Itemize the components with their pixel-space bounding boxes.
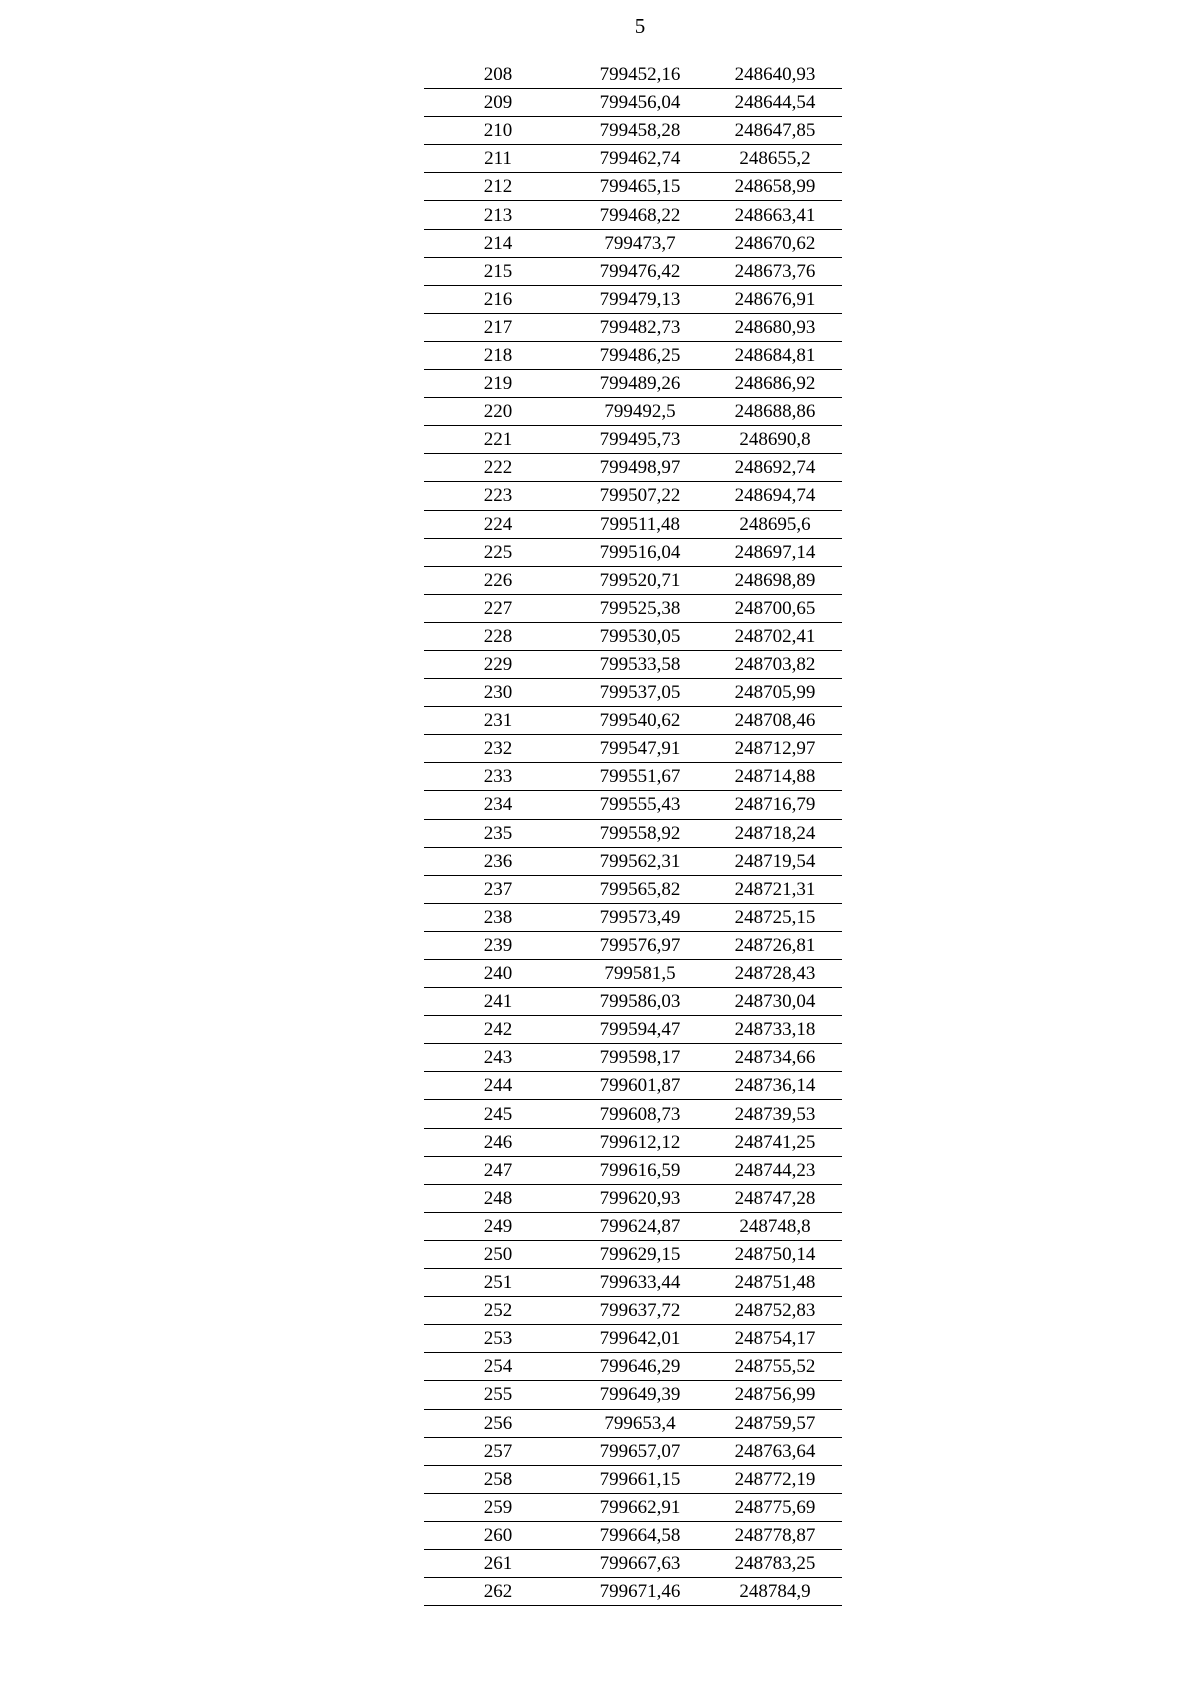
y-coordinate-cell: 248686,92 [708, 370, 842, 398]
point-number-cell: 254 [424, 1353, 572, 1381]
x-coordinate-cell: 799616,59 [572, 1156, 708, 1184]
x-coordinate-cell: 799516,04 [572, 538, 708, 566]
x-coordinate-cell: 799473,7 [572, 229, 708, 257]
table-row [424, 257, 842, 285]
y-coordinate-cell: 248778,87 [708, 1521, 842, 1549]
x-coordinate-cell: 799458,28 [572, 117, 708, 145]
table-row [424, 1409, 842, 1437]
table-row [424, 679, 842, 707]
y-coordinate-cell: 248694,74 [708, 482, 842, 510]
table-row [424, 875, 842, 903]
table-row [424, 426, 842, 454]
point-number-cell: 219 [424, 370, 572, 398]
x-coordinate-cell: 799637,72 [572, 1297, 708, 1325]
x-coordinate-cell: 799495,73 [572, 426, 708, 454]
point-number-cell: 224 [424, 510, 572, 538]
x-coordinate-cell: 799555,43 [572, 791, 708, 819]
table-row [424, 1072, 842, 1100]
table-row [424, 398, 842, 426]
y-coordinate-cell: 248725,15 [708, 903, 842, 931]
coordinates-table-body [424, 61, 842, 1606]
y-coordinate-cell: 248755,52 [708, 1353, 842, 1381]
y-coordinate-cell: 248739,53 [708, 1100, 842, 1128]
x-coordinate-cell: 799657,07 [572, 1437, 708, 1465]
x-coordinate-cell: 799468,22 [572, 201, 708, 229]
table-row [424, 1578, 842, 1606]
table-row [424, 1240, 842, 1268]
point-number-cell: 245 [424, 1100, 572, 1128]
x-coordinate-cell: 799598,17 [572, 1044, 708, 1072]
point-number-cell: 259 [424, 1493, 572, 1521]
x-coordinate-cell: 799594,47 [572, 1016, 708, 1044]
table-row [424, 145, 842, 173]
y-coordinate-cell: 248756,99 [708, 1381, 842, 1409]
y-coordinate-cell: 248658,99 [708, 173, 842, 201]
table-row [424, 538, 842, 566]
table-row [424, 370, 842, 398]
table-row [424, 117, 842, 145]
point-number-cell: 235 [424, 819, 572, 847]
x-coordinate-cell: 799489,26 [572, 370, 708, 398]
y-coordinate-cell: 248714,88 [708, 763, 842, 791]
x-coordinate-cell: 799537,05 [572, 679, 708, 707]
table-row [424, 931, 842, 959]
x-coordinate-cell: 799511,48 [572, 510, 708, 538]
y-coordinate-cell: 248644,54 [708, 89, 842, 117]
table-row [424, 61, 842, 89]
y-coordinate-cell: 248736,14 [708, 1072, 842, 1100]
point-number-cell: 212 [424, 173, 572, 201]
y-coordinate-cell: 248695,6 [708, 510, 842, 538]
table-row [424, 1184, 842, 1212]
y-coordinate-cell: 248733,18 [708, 1016, 842, 1044]
table-row [424, 1156, 842, 1184]
x-coordinate-cell: 799558,92 [572, 819, 708, 847]
y-coordinate-cell: 248741,25 [708, 1128, 842, 1156]
table-row [424, 1016, 842, 1044]
x-coordinate-cell: 799465,15 [572, 173, 708, 201]
y-coordinate-cell: 248712,97 [708, 735, 842, 763]
x-coordinate-cell: 799624,87 [572, 1212, 708, 1240]
point-number-cell: 248 [424, 1184, 572, 1212]
y-coordinate-cell: 248684,81 [708, 341, 842, 369]
point-number-cell: 234 [424, 791, 572, 819]
point-number-cell: 261 [424, 1549, 572, 1577]
x-coordinate-cell: 799492,5 [572, 398, 708, 426]
y-coordinate-cell: 248744,23 [708, 1156, 842, 1184]
table-row [424, 707, 842, 735]
y-coordinate-cell: 248747,28 [708, 1184, 842, 1212]
point-number-cell: 246 [424, 1128, 572, 1156]
x-coordinate-cell: 799642,01 [572, 1325, 708, 1353]
x-coordinate-cell: 799482,73 [572, 313, 708, 341]
table-row [424, 510, 842, 538]
table-row [424, 735, 842, 763]
x-coordinate-cell: 799520,71 [572, 566, 708, 594]
y-coordinate-cell: 248784,9 [708, 1578, 842, 1606]
y-coordinate-cell: 248730,04 [708, 988, 842, 1016]
y-coordinate-cell: 248680,93 [708, 313, 842, 341]
x-coordinate-cell: 799462,74 [572, 145, 708, 173]
point-number-cell: 258 [424, 1465, 572, 1493]
x-coordinate-cell: 799581,5 [572, 960, 708, 988]
point-number-cell: 208 [424, 61, 572, 89]
point-number-cell: 251 [424, 1269, 572, 1297]
table-row [424, 1100, 842, 1128]
point-number-cell: 243 [424, 1044, 572, 1072]
y-coordinate-cell: 248663,41 [708, 201, 842, 229]
y-coordinate-cell: 248690,8 [708, 426, 842, 454]
x-coordinate-cell: 799620,93 [572, 1184, 708, 1212]
table-row [424, 622, 842, 650]
y-coordinate-cell: 248772,19 [708, 1465, 842, 1493]
x-coordinate-cell: 799649,39 [572, 1381, 708, 1409]
y-coordinate-cell: 248640,93 [708, 61, 842, 89]
point-number-cell: 232 [424, 735, 572, 763]
x-coordinate-cell: 799547,91 [572, 735, 708, 763]
x-coordinate-cell: 799608,73 [572, 1100, 708, 1128]
y-coordinate-cell: 248676,91 [708, 285, 842, 313]
table-row [424, 1128, 842, 1156]
y-coordinate-cell: 248716,79 [708, 791, 842, 819]
table-row [424, 988, 842, 1016]
table-row [424, 1465, 842, 1493]
coordinates-table [424, 61, 842, 1606]
table-row [424, 1325, 842, 1353]
table-row [424, 341, 842, 369]
point-number-cell: 238 [424, 903, 572, 931]
point-number-cell: 216 [424, 285, 572, 313]
table-row [424, 819, 842, 847]
y-coordinate-cell: 248750,14 [708, 1240, 842, 1268]
point-number-cell: 211 [424, 145, 572, 173]
point-number-cell: 256 [424, 1409, 572, 1437]
point-number-cell: 249 [424, 1212, 572, 1240]
point-number-cell: 213 [424, 201, 572, 229]
x-coordinate-cell: 799661,15 [572, 1465, 708, 1493]
table-row [424, 763, 842, 791]
table-row [424, 1381, 842, 1409]
point-number-cell: 229 [424, 650, 572, 678]
x-coordinate-cell: 799565,82 [572, 875, 708, 903]
y-coordinate-cell: 248775,69 [708, 1493, 842, 1521]
point-number-cell: 228 [424, 622, 572, 650]
y-coordinate-cell: 248692,74 [708, 454, 842, 482]
table-row [424, 89, 842, 117]
y-coordinate-cell: 248726,81 [708, 931, 842, 959]
x-coordinate-cell: 799664,58 [572, 1521, 708, 1549]
point-number-cell: 220 [424, 398, 572, 426]
point-number-cell: 223 [424, 482, 572, 510]
table-row [424, 1269, 842, 1297]
x-coordinate-cell: 799629,15 [572, 1240, 708, 1268]
x-coordinate-cell: 799653,4 [572, 1409, 708, 1437]
point-number-cell: 210 [424, 117, 572, 145]
x-coordinate-cell: 799601,87 [572, 1072, 708, 1100]
y-coordinate-cell: 248655,2 [708, 145, 842, 173]
y-coordinate-cell: 248748,8 [708, 1212, 842, 1240]
point-number-cell: 242 [424, 1016, 572, 1044]
y-coordinate-cell: 248700,65 [708, 594, 842, 622]
table-row [424, 482, 842, 510]
point-number-cell: 260 [424, 1521, 572, 1549]
point-number-cell: 227 [424, 594, 572, 622]
x-coordinate-cell: 799476,42 [572, 257, 708, 285]
table-row [424, 650, 842, 678]
point-number-cell: 255 [424, 1381, 572, 1409]
point-number-cell: 217 [424, 313, 572, 341]
x-coordinate-cell: 799452,16 [572, 61, 708, 89]
table-row [424, 1549, 842, 1577]
point-number-cell: 221 [424, 426, 572, 454]
point-number-cell: 244 [424, 1072, 572, 1100]
point-number-cell: 241 [424, 988, 572, 1016]
table-row [424, 1437, 842, 1465]
y-coordinate-cell: 248728,43 [708, 960, 842, 988]
point-number-cell: 237 [424, 875, 572, 903]
table-row [424, 1212, 842, 1240]
x-coordinate-cell: 799662,91 [572, 1493, 708, 1521]
point-number-cell: 209 [424, 89, 572, 117]
x-coordinate-cell: 799479,13 [572, 285, 708, 313]
point-number-cell: 231 [424, 707, 572, 735]
point-number-cell: 230 [424, 679, 572, 707]
table-row [424, 903, 842, 931]
x-coordinate-cell: 799633,44 [572, 1269, 708, 1297]
point-number-cell: 214 [424, 229, 572, 257]
y-coordinate-cell: 248697,14 [708, 538, 842, 566]
y-coordinate-cell: 248718,24 [708, 819, 842, 847]
x-coordinate-cell: 799486,25 [572, 341, 708, 369]
table-row [424, 313, 842, 341]
y-coordinate-cell: 248688,86 [708, 398, 842, 426]
y-coordinate-cell: 248763,64 [708, 1437, 842, 1465]
x-coordinate-cell: 799573,49 [572, 903, 708, 931]
y-coordinate-cell: 248670,62 [708, 229, 842, 257]
table-row [424, 594, 842, 622]
y-coordinate-cell: 248705,99 [708, 679, 842, 707]
y-coordinate-cell: 248673,76 [708, 257, 842, 285]
y-coordinate-cell: 248703,82 [708, 650, 842, 678]
y-coordinate-cell: 248751,48 [708, 1269, 842, 1297]
x-coordinate-cell: 799533,58 [572, 650, 708, 678]
table-row [424, 1297, 842, 1325]
point-number-cell: 215 [424, 257, 572, 285]
y-coordinate-cell: 248719,54 [708, 847, 842, 875]
y-coordinate-cell: 248783,25 [708, 1549, 842, 1577]
table-row [424, 454, 842, 482]
y-coordinate-cell: 248708,46 [708, 707, 842, 735]
point-number-cell: 218 [424, 341, 572, 369]
point-number-cell: 247 [424, 1156, 572, 1184]
point-number-cell: 225 [424, 538, 572, 566]
x-coordinate-cell: 799612,12 [572, 1128, 708, 1156]
point-number-cell: 252 [424, 1297, 572, 1325]
point-number-cell: 250 [424, 1240, 572, 1268]
x-coordinate-cell: 799586,03 [572, 988, 708, 1016]
y-coordinate-cell: 248698,89 [708, 566, 842, 594]
y-coordinate-cell: 248759,57 [708, 1409, 842, 1437]
table-row [424, 847, 842, 875]
x-coordinate-cell: 799646,29 [572, 1353, 708, 1381]
point-number-cell: 222 [424, 454, 572, 482]
x-coordinate-cell: 799667,63 [572, 1549, 708, 1577]
point-number-cell: 226 [424, 566, 572, 594]
point-number-cell: 239 [424, 931, 572, 959]
x-coordinate-cell: 799507,22 [572, 482, 708, 510]
y-coordinate-cell: 248647,85 [708, 117, 842, 145]
table-row [424, 1521, 842, 1549]
y-coordinate-cell: 248702,41 [708, 622, 842, 650]
table-row [424, 791, 842, 819]
y-coordinate-cell: 248754,17 [708, 1325, 842, 1353]
y-coordinate-cell: 248734,66 [708, 1044, 842, 1072]
page-number: 5 [634, 14, 646, 38]
table-row [424, 1353, 842, 1381]
table-row [424, 1044, 842, 1072]
x-coordinate-cell: 799525,38 [572, 594, 708, 622]
table-row [424, 960, 842, 988]
x-coordinate-cell: 799576,97 [572, 931, 708, 959]
y-coordinate-cell: 248721,31 [708, 875, 842, 903]
table-row [424, 229, 842, 257]
point-number-cell: 240 [424, 960, 572, 988]
table-row [424, 201, 842, 229]
point-number-cell: 253 [424, 1325, 572, 1353]
y-coordinate-cell: 248752,83 [708, 1297, 842, 1325]
x-coordinate-cell: 799456,04 [572, 89, 708, 117]
table-row [424, 1493, 842, 1521]
x-coordinate-cell: 799551,67 [572, 763, 708, 791]
x-coordinate-cell: 799671,46 [572, 1578, 708, 1606]
point-number-cell: 262 [424, 1578, 572, 1606]
x-coordinate-cell: 799540,62 [572, 707, 708, 735]
table-row [424, 173, 842, 201]
point-number-cell: 257 [424, 1437, 572, 1465]
x-coordinate-cell: 799498,97 [572, 454, 708, 482]
x-coordinate-cell: 799530,05 [572, 622, 708, 650]
table-row [424, 285, 842, 313]
point-number-cell: 233 [424, 763, 572, 791]
table-row [424, 566, 842, 594]
x-coordinate-cell: 799562,31 [572, 847, 708, 875]
point-number-cell: 236 [424, 847, 572, 875]
